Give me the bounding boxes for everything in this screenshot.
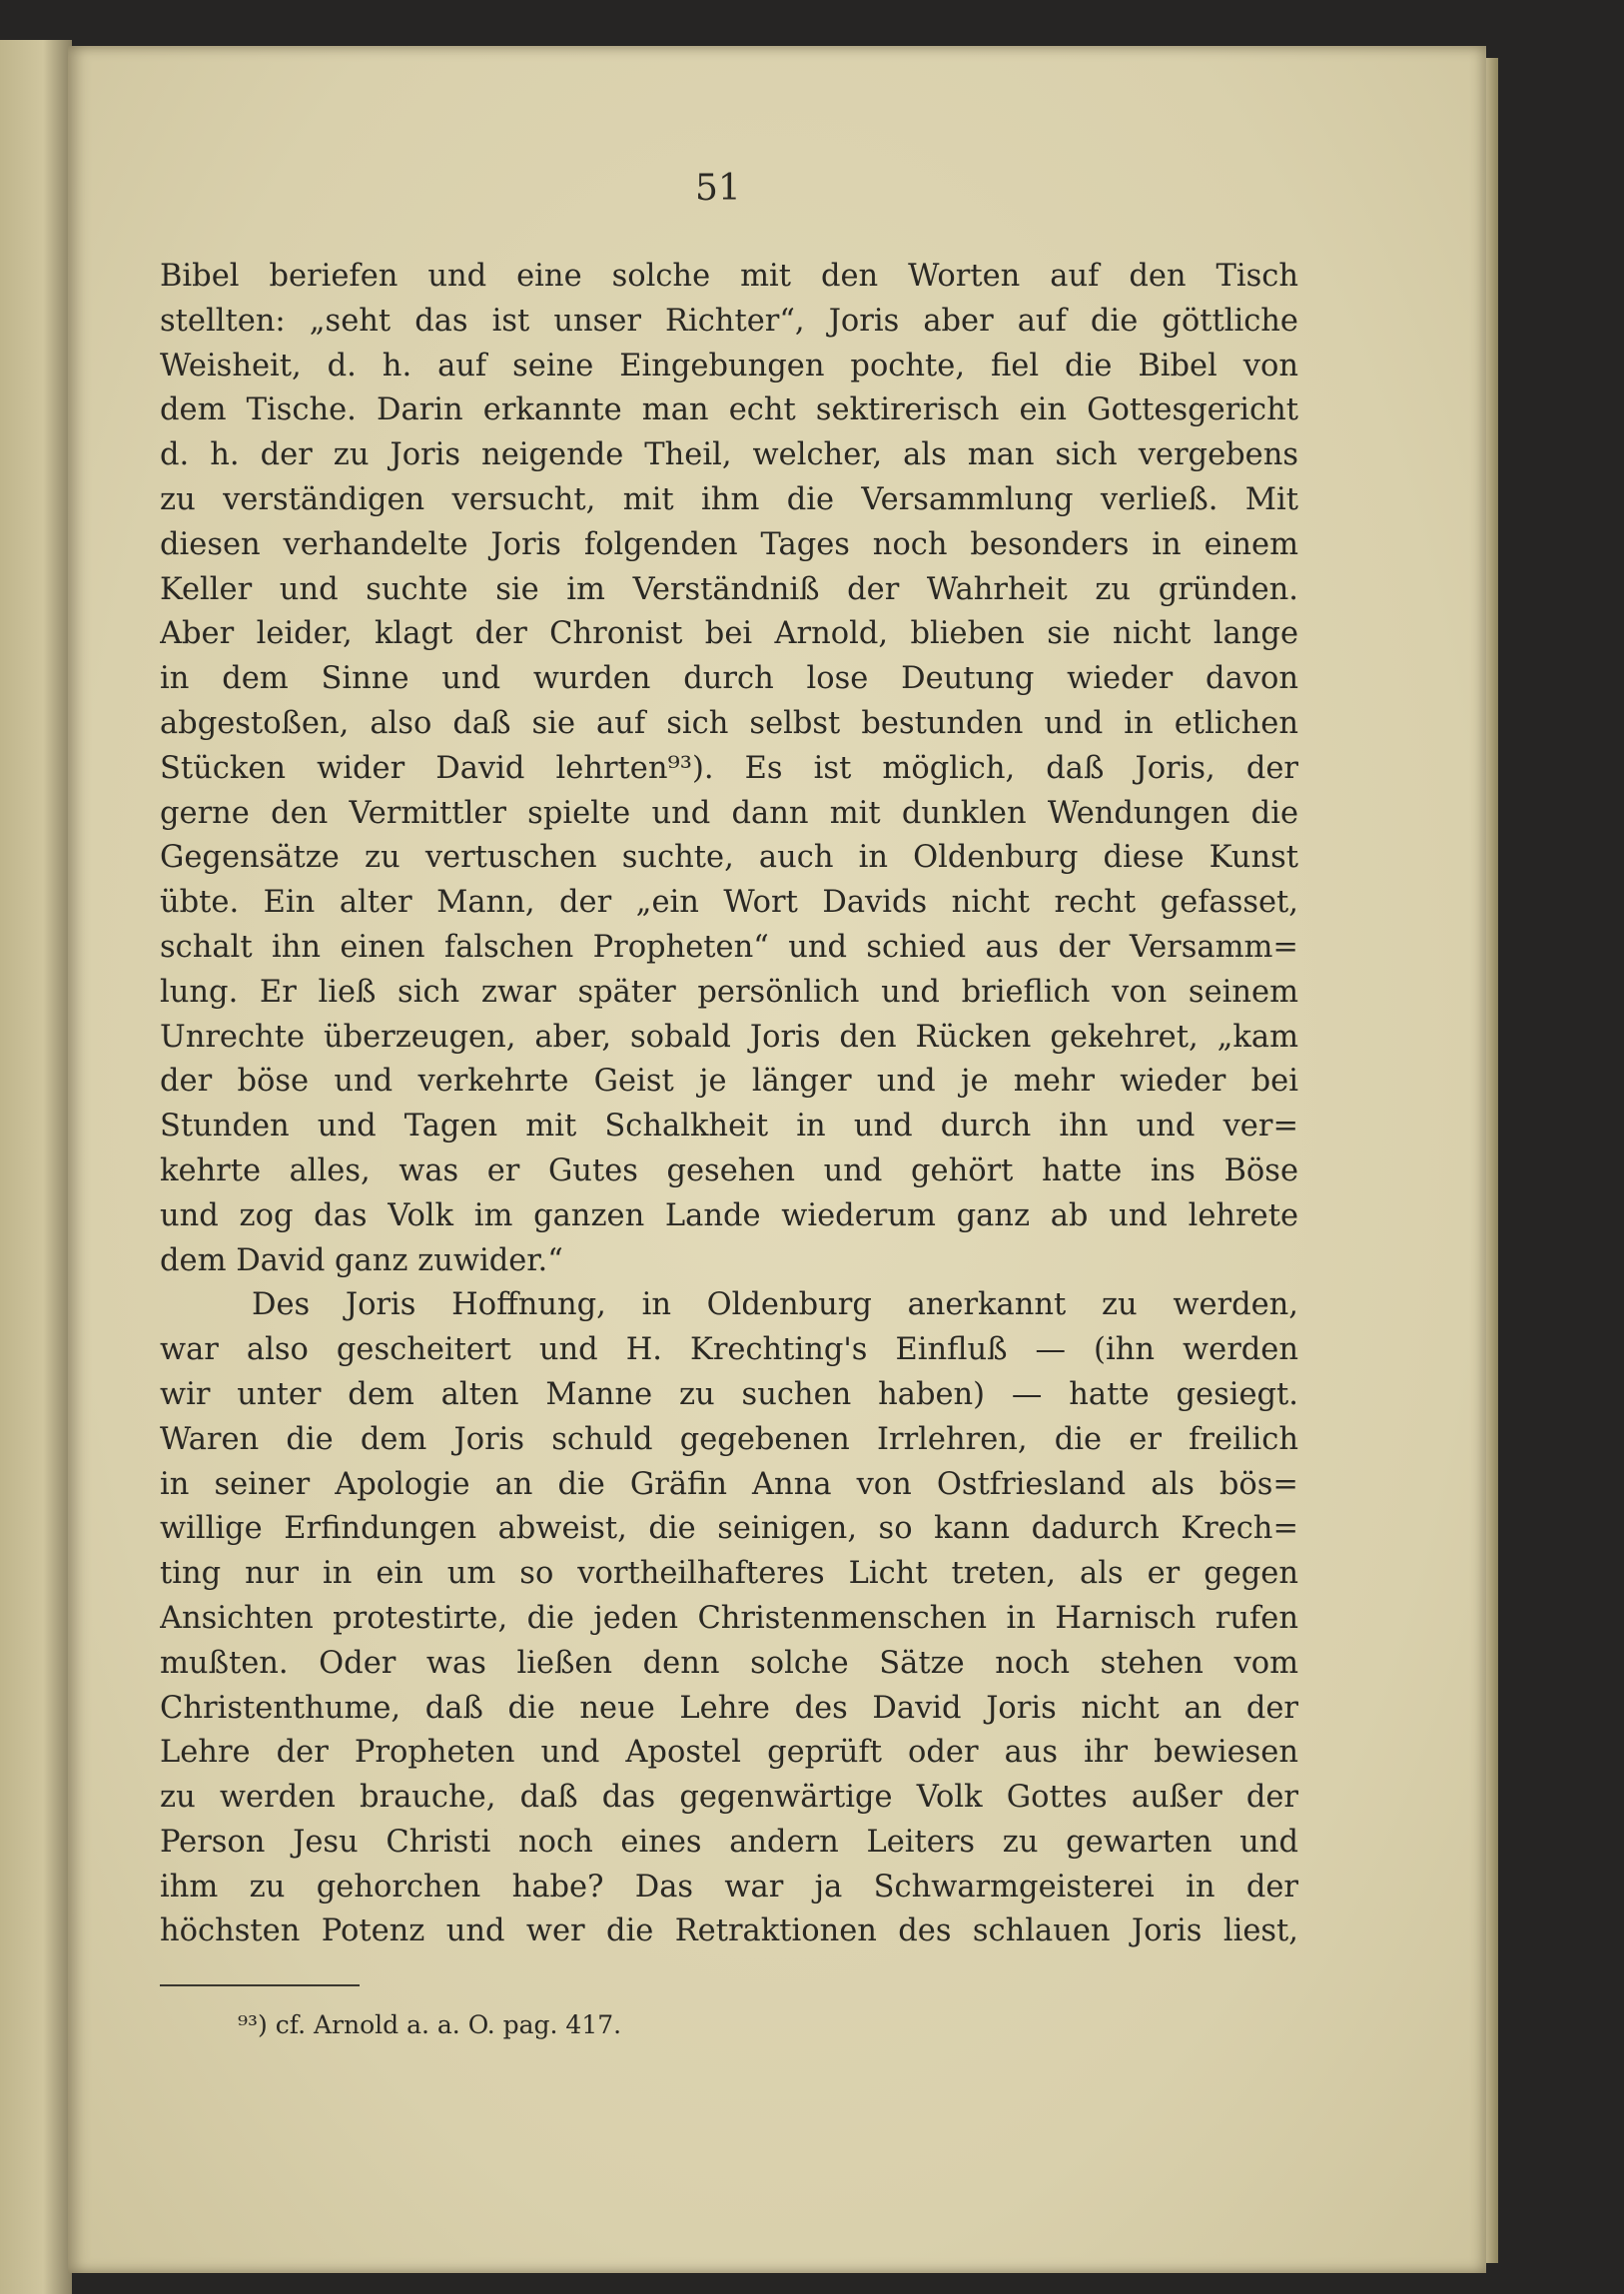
text-line: dem Tische. Darin erkannte man echt sektirerisch ein Gottesgericht: [160, 392, 1298, 428]
text-line: wir unter dem alten Manne zu suchen haben) — hatte gesiegt.: [160, 1376, 1298, 1412]
text-line: übte. Ein alter Mann, der „ein Wort Davids nicht recht gefasset,: [160, 885, 1298, 921]
text-line: kehrte alles, was er Gutes gesehen und gehört hatte ins Böse: [160, 1152, 1298, 1188]
previous-page-edge: [0, 40, 72, 2294]
page-fore-edge: [1486, 58, 1498, 2263]
text-line: Person Jesu Christi noch eines andern Leiters zu gewarten und: [160, 1824, 1298, 1860]
text-line: schalt ihn einen falschen Propheten“ und schied aus der Versamm=: [160, 929, 1298, 965]
text-line: und zog das Volk im ganzen Lande wiederum ganz ab und lehrete: [160, 1197, 1298, 1233]
page-number: 51: [695, 168, 741, 209]
text-line: willige Erfindungen abweist, die seinigen, so kann dadurch Krech=: [160, 1511, 1298, 1547]
text-line: lung. Er ließ sich zwar später persönlich und brieflich von seinem: [160, 974, 1298, 1010]
text-line: Waren die dem Joris schuld gegebenen Irrlehren, die er freilich: [160, 1421, 1298, 1457]
text-line: mußten. Oder was ließen denn solche Sätze noch stehen vom: [160, 1645, 1298, 1681]
text-line: höchsten Potenz und wer die Retraktionen des schlauen Joris liest,: [160, 1913, 1298, 1949]
text-line: d. h. der zu Joris neigende Theil, welcher, als man sich vergebens: [160, 437, 1298, 473]
text-line: der böse und verkehrte Geist je länger und je mehr wieder bei: [160, 1064, 1298, 1100]
text-line: zu verständigen versucht, mit ihm die Versammlung verließ. Mit: [160, 481, 1298, 517]
text-line: Weisheit, d. h. auf seine Eingebungen pochte, fiel die Bibel von: [160, 348, 1298, 383]
text-line: stellten: „seht das ist unser Richter“, Joris aber auf die göttliche: [160, 303, 1298, 339]
text-line: Des Joris Hoffnung, in Oldenburg anerkannt zu werden,: [252, 1287, 1298, 1323]
text-line: zu werden brauche, daß das gegenwärtige Volk Gottes außer der: [160, 1780, 1298, 1816]
text-line: Unrechte überzeugen, aber, sobald Joris den Rücken gekehret, „kam: [160, 1019, 1298, 1055]
text-line: abgestoßen, also daß sie auf sich selbst bestunden und in etlichen: [160, 705, 1298, 741]
text-line: in seiner Apologie an die Gräfin Anna von Ostfriesland als bös=: [160, 1466, 1298, 1502]
text-line: Gegensätze zu vertuschen suchte, auch in Oldenburg diese Kunst: [160, 840, 1298, 876]
body-text: [160, 255, 1298, 1954]
text-line: Bibel beriefen und eine solche mit den Worten auf den Tisch: [160, 259, 1298, 294]
footnote: ⁹³) cf. Arnold a. a. O. pag. 417.: [238, 2010, 622, 2039]
text-line: Lehre der Propheten und Apostel geprüft oder aus ihr bewiesen: [160, 1735, 1298, 1771]
footnote-divider: [160, 1984, 360, 1986]
text-line: dem David ganz zuwider.“: [160, 1242, 563, 1278]
text-line: ihm zu gehorchen habe? Das war ja Schwarmgeisterei in der: [160, 1869, 1298, 1905]
text-line: Stunden und Tagen mit Schalkheit in und durch ihn und ver=: [160, 1109, 1298, 1145]
text-line: Ansichten protestirte, die jeden Christenmenschen in Harnisch rufen: [160, 1600, 1298, 1636]
text-line: ting nur in ein um so vortheilhafteres Licht treten, als er gegen: [160, 1556, 1298, 1592]
text-line: Christenthume, daß die neue Lehre des David Joris nicht an der: [160, 1690, 1298, 1726]
text-line: in dem Sinne und wurden durch lose Deutung wieder davon: [160, 661, 1298, 697]
text-line: diesen verhandelte Joris folgenden Tages noch besonders in einem: [160, 526, 1298, 562]
text-line: war also gescheitert und H. Krechting's Einfluß — (ihn werden: [160, 1332, 1298, 1368]
text-line: Aber leider, klagt der Chronist bei Arnold, blieben sie nicht lange: [160, 616, 1298, 652]
text-line: Stücken wider David lehrten⁹³). Es ist möglich, daß Joris, der: [160, 750, 1298, 786]
text-line: gerne den Vermittler spielte und dann mit dunklen Wendungen die: [160, 795, 1298, 831]
text-line: Keller und suchte sie im Verständniß der Wahrheit zu gründen.: [160, 571, 1298, 607]
